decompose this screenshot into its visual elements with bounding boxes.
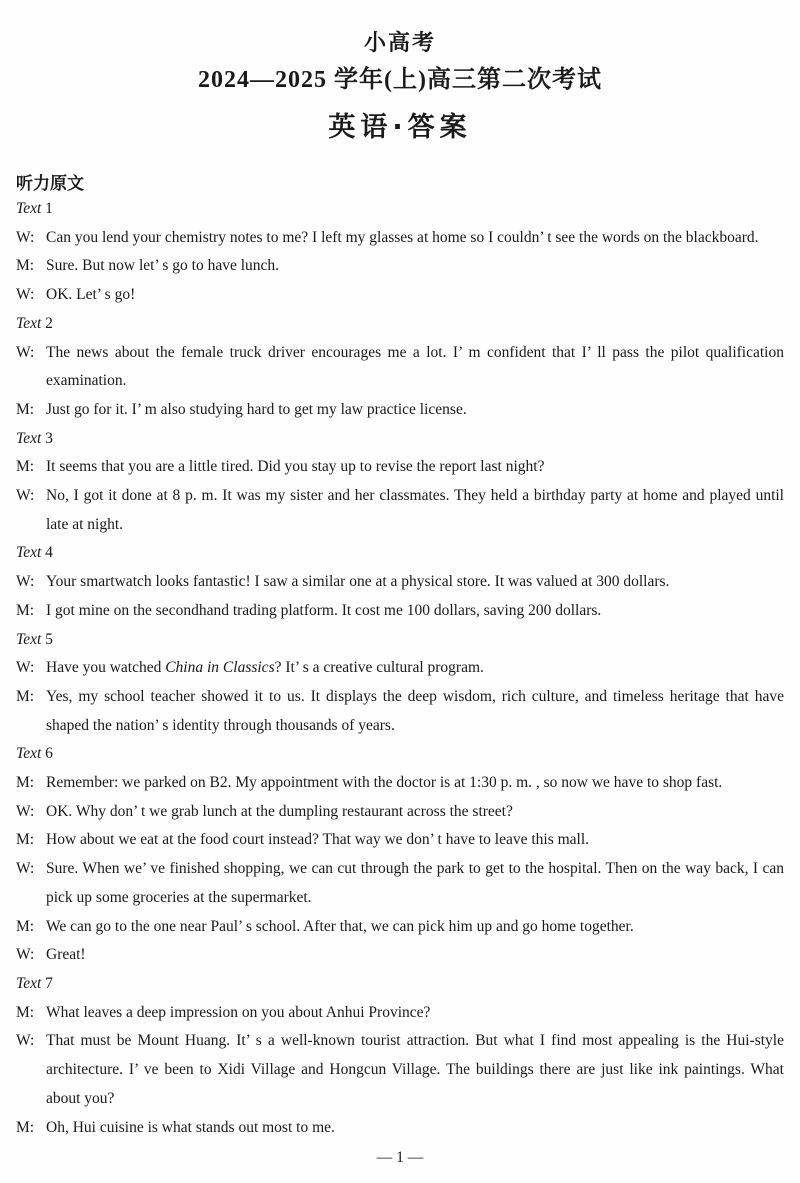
- text-segment: Yes, my school teacher showed it to us. It displays the deep wisdom, rich culture, and timeless heritage that have shaped the nation’ s identity through thousands of years.: [46, 687, 784, 734]
- text-label-word: Text: [16, 745, 42, 763]
- speaker-label: M:: [16, 1118, 35, 1136]
- speaker-label: M:: [16, 831, 35, 849]
- dialogue-content: [46, 659, 484, 676]
- dialogue-content: [46, 1119, 335, 1136]
- text-label-word: Text: [16, 314, 42, 332]
- text-segment: Sure. When we’ ve finished shopping, we can cut through the park to get to the hospital. Then on the way back, I can pick up some groceries at the supermarket.: [46, 860, 784, 906]
- dialogue-line: [16, 281, 784, 310]
- page-number: — 1 —: [376, 1149, 424, 1167]
- speaker-label: W:: [16, 487, 35, 505]
- dialogue-content: [46, 860, 784, 906]
- speaker-label: M:: [16, 687, 35, 705]
- text-label: Text 5: [16, 630, 53, 648]
- dialogue-content: [46, 1032, 784, 1106]
- text-segment: No, I got it done at 8 p. m. It was my sister and her classmates. They held a birthday party at home and played until late at night.: [46, 487, 784, 533]
- dialogue-line: [16, 339, 784, 396]
- text-label-word: Text: [16, 544, 42, 562]
- dialogue-content: [46, 946, 86, 963]
- speaker-label: W:: [16, 228, 35, 246]
- speaker-label: W:: [16, 573, 35, 591]
- text-label: Text 4: [16, 544, 53, 562]
- dialogue-line: [16, 396, 784, 425]
- dialogue-content: [46, 401, 467, 418]
- dialogue-line: [16, 252, 784, 281]
- dialogue-line: [16, 941, 784, 970]
- dialogue-line: [16, 855, 784, 912]
- dialogue-line: [16, 224, 784, 253]
- text-label: Text 6: [16, 745, 53, 763]
- text-segment: Can you lend your chemistry notes to me? I left my glasses at home so I couldn’ t see the words on the blackboard.: [46, 228, 759, 246]
- dialogue-content: [46, 602, 601, 619]
- text-label: Text 2: [16, 314, 53, 332]
- text-label: Text 1: [16, 200, 53, 217]
- speaker-label: W:: [16, 343, 35, 361]
- text-label: Text 3: [16, 429, 53, 447]
- subject-answer-title: 英语·答案: [328, 112, 472, 143]
- speaker-label: M:: [16, 257, 35, 275]
- text-segment: Great!: [46, 946, 86, 964]
- dialogue-content: [46, 487, 784, 533]
- speaker-label: M:: [16, 601, 35, 619]
- text-segment: The news about the female truck driver encourages me a lot. I’ m confident that I’ ll pass the pilot qualification examination.: [46, 343, 784, 390]
- speaker-label: W:: [16, 286, 35, 304]
- dialogue-content: [46, 229, 759, 246]
- speaker-label: M:: [16, 917, 35, 935]
- text-segment: We can go to the one near Paul’ s school. After that, we can pick him up and go home together.: [46, 917, 634, 935]
- text-segment: Have you watched: [46, 659, 166, 677]
- text-segment: ? It’ s a creative cultural program.: [274, 659, 484, 677]
- dialogue-content: [46, 257, 279, 274]
- listening-transcript-heading: 听力原文: [16, 174, 84, 194]
- text-label: Text 7: [16, 974, 53, 992]
- text-segment: I got mine on the secondhand trading platform. It cost me 100 dollars, saving 200 dollars.: [46, 601, 602, 619]
- dialogue-line: [16, 999, 784, 1028]
- text-segment: Your smartwatch looks fantastic! I saw a similar one at a physical store. It was valued at 300 dollars.: [46, 573, 670, 591]
- speaker-label: W:: [16, 1032, 35, 1050]
- dialogue-content: [46, 831, 589, 848]
- speaker-label: W:: [16, 802, 35, 820]
- speaker-label: W:: [16, 860, 35, 878]
- text-label-word: Text: [16, 974, 42, 992]
- speaker-label: M:: [16, 458, 35, 476]
- dialogue-line: [16, 1114, 784, 1143]
- dialogue-line: [16, 453, 784, 482]
- text-segment: Oh, Hui cuisine is what stands out most to me.: [46, 1118, 335, 1136]
- speaker-label: W:: [16, 946, 35, 964]
- dialogue-line: [16, 482, 784, 539]
- dialogue-content: [46, 1004, 430, 1021]
- text-label-word: Text: [16, 200, 42, 217]
- speaker-label: M:: [16, 400, 35, 418]
- dialogue-content: [46, 918, 634, 935]
- dialogue-line: [16, 826, 784, 855]
- text-segment: It seems that you are a little tired. Did you stay up to revise the report last night?: [46, 458, 545, 476]
- text-label-word: Text: [16, 630, 42, 648]
- dialogue-content: [46, 688, 784, 734]
- exam-session-title: 2024—2025 学年(上)高三第二次考试: [198, 67, 602, 93]
- dialogue-line: [16, 769, 784, 798]
- text-segment: OK. Let’ s go!: [46, 286, 136, 304]
- dialogue-line: [16, 654, 784, 683]
- dialogue-content: [46, 344, 784, 390]
- text-segment: Just go for it. I’ m also studying hard to get my law practice license.: [46, 400, 467, 418]
- dialogue-line: [16, 597, 784, 626]
- text-segment: That must be Mount Huang. It’ s a well-known tourist attraction. But what I find most appealing is the Hui-style architecture. I’ ve been to Xidi Village and Hongcun Village. The buildings there are just like ink paintings. What about you?: [46, 1032, 784, 1107]
- dialogue-content: [46, 573, 669, 590]
- dialogue-content: [46, 458, 544, 475]
- transcript-texts: [16, 195, 784, 1142]
- speaker-label: W:: [16, 659, 35, 677]
- dialogue-content: [46, 774, 722, 791]
- italic-title-segment: China in Classics: [165, 659, 275, 677]
- speaker-label: M:: [16, 1003, 35, 1021]
- dialogue-line: [16, 1027, 784, 1113]
- text-segment: Remember: we parked on B2. My appointment with the doctor is at 1:30 p. m. , so now we have to shop fast.: [46, 774, 723, 792]
- text-label-word: Text: [16, 429, 42, 447]
- speaker-label: M:: [16, 774, 35, 792]
- text-segment: How about we eat at the food court instead? That way we don’ t have to leave this mall.: [46, 831, 590, 849]
- dialogue-line: [16, 683, 784, 740]
- dialogue-line: [16, 913, 784, 942]
- dialogue-line: [16, 568, 784, 597]
- dialogue-content: [46, 286, 135, 303]
- dialogue-content: [46, 803, 513, 820]
- exam-series-title: 小高考: [363, 31, 436, 56]
- text-segment: OK. Why don’ t we grab lunch at the dumpling restaurant across the street?: [46, 802, 513, 820]
- text-segment: What leaves a deep impression on you about Anhui Province?: [46, 1003, 431, 1021]
- text-segment: Sure. But now let’ s go to have lunch.: [46, 257, 280, 275]
- dialogue-line: [16, 798, 784, 827]
